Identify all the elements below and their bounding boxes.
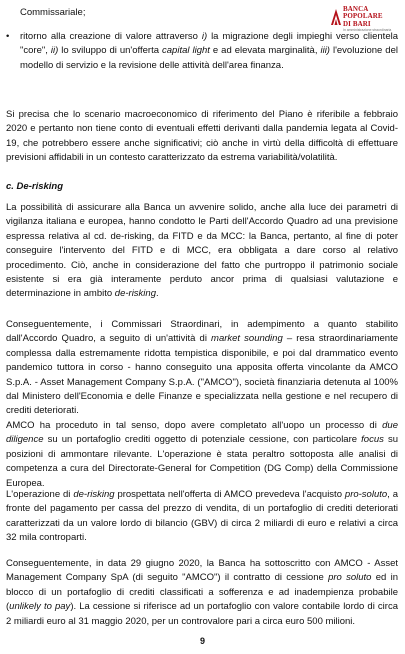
p6-text-2: ed in blocco di un portafoglio di crediti classificati a sofferenza e ad inadempienza probabile ( [6,572,398,613]
p5-italic-2: pro-soluto [344,489,388,500]
bullet-text-2: la migrazione degli impieghi verso clientela "core", [20,31,398,57]
logo-name-line2: POPOLARE [343,12,383,21]
bullet-text-5: l'evoluzione del modello di servizio e la revisione delle attività dell'area finanza. [20,45,398,71]
p4-italic-2: focus [361,434,384,446]
bullet-text [20,30,398,73]
bullet-text-4: e ad elevata marginalità, [209,45,321,57]
paragraph-amco-offer-text [6,318,398,419]
bullet-marker: • [6,31,10,42]
logo-tagline: In amministrazione straordinaria [343,28,392,32]
bullet-italic-2: ii) [50,45,59,57]
logo-name-line1: BANCA [343,5,369,13]
paragraph-due-diligence-text [6,419,398,491]
p6-italic-2: unlikely to pay [9,601,71,613]
p6-text-3: ). La cessione si riferisce ad un portafoglio con valore contabile lordo di circa 2 miliardi euro al 31 maggio 2020, per un controvalore pari a circa euro 500 milioni. [6,601,398,627]
p4-text-3: su posizioni di ammontare rilevante. L'operazione è stata peraltro sottoposta alle analisi di competenza a cura del Directorate-General for Competition (DG Comp) della Commissione Europea. [6,434,398,489]
bank-logo-name [343,6,403,28]
p5-text-3: , a fronte del pagamento per cassa del prezzo di vendita, di un portafoglio di crediti deteriorati caratterizzati da un valore lordo di bilancio (GBV) di circa 2 miliardi di euro e relativi a circa 32 mila controparti. [6,489,398,544]
bullet-italic-1: i) [201,31,208,42]
bullet-text-3: lo sviluppo di un'offerta [58,45,163,57]
paragraph-contract [6,557,398,629]
bank-emblem-icon [330,8,342,26]
bullet-italic-3: capital light [162,45,210,57]
bullet-text-1: ritorno alla creazione di valore attraverso [20,31,202,42]
paragraph-de-risking-intro-text [6,201,398,302]
paragraph-de-risking-intro [6,201,398,302]
page-number: 9 [199,636,205,646]
p2-italic-1: de-risking [114,288,156,300]
p4-text-1: AMCO ha proceduto in tal senso, dopo avere completato all'uopo un processo di [6,420,383,431]
p2-text-2: . [155,288,159,300]
p5-text-2: prospettata nell'offerta di AMCO prevedeva l'acquisto [114,489,345,500]
paragraph-amco-offer [6,318,398,419]
p3-text-1: Conseguentemente, i Commissari Straordinari, in adempimento a quanto stabilito dall'Accordo Quadro, a seguito di un'attività di [6,319,398,345]
p5-italic-1: de-risking [73,489,115,500]
logo-name-line3: DI BARI [343,19,371,28]
p5-text-1: L'operazione di [6,489,74,500]
paragraph-operation [6,488,398,546]
paragraph-scenario [6,108,398,166]
p3-text-2: – resa straordinariamente complessa dalla estremamente ridotta tempistica disponibile, e poi dal drammatico evento pandemico tuttora in corso - hanno conseguito una apposita offerta vincolante da AMCO S.p.A. - Asset Management Company S.p.A. ("AMCO"), società finanziaria detenuta al 100% dal Ministero dell'Economia e delle Finanze e specializzata nella gestione e nel recupero di crediti deteriorati. [6,333,399,417]
continued-text-line: Commissariale; [20,7,86,18]
p4-italic-1: due diligence [6,420,398,446]
paragraph-operation-text [6,488,398,546]
section-heading: c. De-risking [6,181,64,192]
p6-italic-1: pro soluto [328,572,372,584]
bullet-italic-4: iii) [320,45,330,57]
p6-text-1: Conseguentemente, in data 29 giugno 2020, la Banca ha sottoscritto con AMCO - Asset Management Company SpA (di seguito "AMCO") il contratto di cessione [6,558,398,584]
paragraph-due-diligence [6,419,398,491]
p2-text-1: La possibilità di assicurare alla Banca un avvenire solido, anche alla luce dei parametri di vigilanza italiana e europea, hanno condotto le Parti dell'Accordo Quadro ad una previsione espressa relativa al cd. de-risking, da FITD e da MCC: la Banca, pertanto, al fine di poter conseguire l'intervento del FITD e di MCC, era obbligata a dare corso al relativo procedimento. Ciò, anche in considerazione del fatto che purtroppo il patrimonio sociale esistente si era già interamente perduto ancor prima di qualsiasi valutazione e determinazione in ambito [6,202,398,300]
paragraph-contract-text [6,557,398,629]
bullet-item [6,30,398,73]
p4-text-2: su un portafoglio crediti oggetto di potenziale cessione, con particolare [43,434,362,446]
paragraph-scenario-text: Si precisa che lo scenario macroeconomico di riferimento del Piano è riferibile a febbraio 2020 e pertanto non tiene conto di eventuali effetti derivanti dalla pandemia legata al Covid-19, che potrebbero essere anche significativi; ciò anche in virtù della difficoltà di effettuare previsioni affidabili in un contesto caratterizzato da estrema variabilità/volatilità. [6,109,398,164]
p3-italic-1: market sounding [211,333,283,345]
